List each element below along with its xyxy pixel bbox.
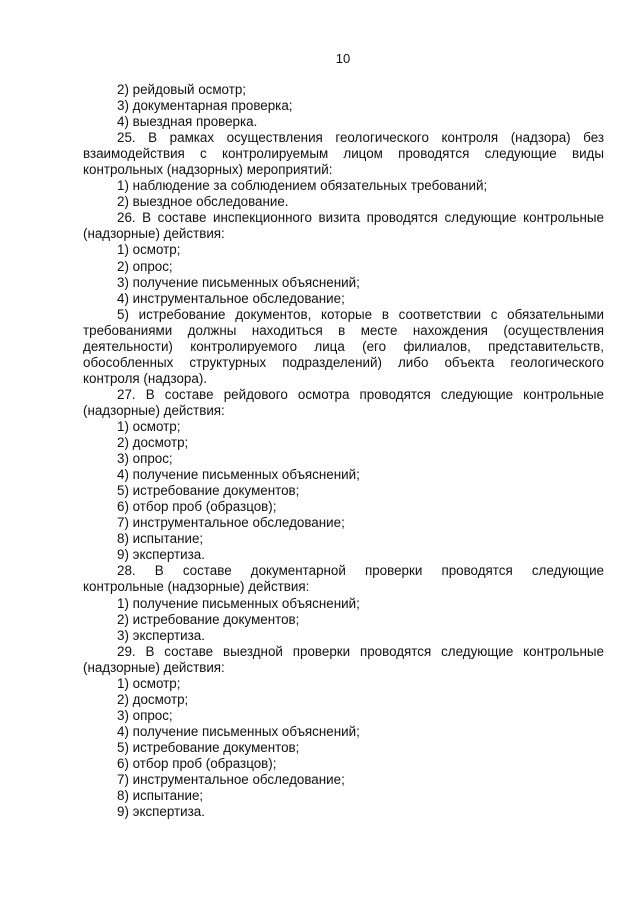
text-line: 29. В составе выездной проверки проводятся следующие контрольные (117, 643, 604, 659)
text-line: 7) инструментальное обследование; (117, 515, 345, 531)
text-line: 3) получение письменных объяснений; (117, 274, 360, 290)
text-line: 9) экспертиза. (117, 804, 205, 820)
text-line: 2) опрос; (117, 258, 173, 274)
text-line: 6) отбор проб (образцов); (117, 499, 277, 515)
text-line: контрольных (надзорных) мероприятий: (83, 162, 333, 178)
page-number: 10 (335, 51, 351, 66)
text-line: контроля (надзора). (83, 370, 207, 386)
text-line: 5) истребование документов; (117, 739, 300, 755)
text-line: 7) инструментальное обследование; (117, 772, 345, 788)
text-line: 2) истребование документов; (117, 611, 300, 627)
text-line: 4) получение письменных объяснений; (117, 467, 360, 483)
text-line: 3) документарная проверка; (117, 98, 293, 114)
text-line: 6) отбор проб (образцов); (117, 755, 277, 771)
text-line: 4) получение письменных объяснений; (117, 723, 360, 739)
text-line: обособленных структурных подразделений) либо объекта геологического (83, 354, 604, 370)
text-line: 1) осмотр; (117, 418, 181, 434)
text-line: 2) выездное обследование. (117, 194, 289, 210)
text-line: (надзорные) действия: (83, 226, 225, 242)
text-line: 1) получение письменных объяснений; (117, 595, 360, 611)
text-line: (надзорные) действия: (83, 659, 225, 675)
text-line: 3) экспертиза. (117, 627, 205, 643)
text-line: (надзорные) действия: (83, 402, 225, 418)
text-line: 1) осмотр; (117, 675, 181, 691)
text-line: 3) опрос; (117, 451, 173, 467)
text-line: 1) осмотр; (117, 242, 181, 258)
text-line: 5) истребование документов; (117, 483, 300, 499)
text-line: контрольные (надзорные) действия: (83, 579, 310, 595)
text-line: 8) испытание; (117, 531, 204, 547)
text-line: 2) досмотр; (117, 691, 189, 707)
text-line: требованиями должны находиться в месте нахождения (осуществления (83, 322, 604, 338)
text-line: 8) испытание; (117, 788, 204, 804)
text-line: 4) инструментальное обследование; (117, 290, 345, 306)
text-line: 25. В рамках осуществления геологического контроля (надзора) без (117, 130, 604, 146)
text-line: 5) истребование документов, которые в соответствии с обязательными (117, 306, 604, 322)
text-line: 26. В составе инспекционного визита проводятся следующие контрольные (117, 210, 604, 226)
text-line: 3) опрос; (117, 707, 173, 723)
text-line: 9) экспертиза. (117, 547, 205, 563)
document-body (83, 82, 604, 820)
text-line: взаимодействия с контролируемым лицом проводятся следующие виды (83, 146, 604, 162)
text-line: 2) рейдовый осмотр; (117, 82, 247, 97)
text-line: 27. В составе рейдового осмотра проводятся следующие контрольные (117, 386, 604, 402)
text-line: деятельности) контролируемого лица (его филиалов, представительств, (83, 338, 604, 354)
text-line: 28. В составе документарной проверки проводятся следующие (117, 563, 604, 579)
text-line: 1) наблюдение за соблюдением обязательных требований; (117, 178, 488, 194)
text-line: 2) досмотр; (117, 435, 189, 451)
text-line: 4) выездная проверка. (117, 114, 258, 130)
